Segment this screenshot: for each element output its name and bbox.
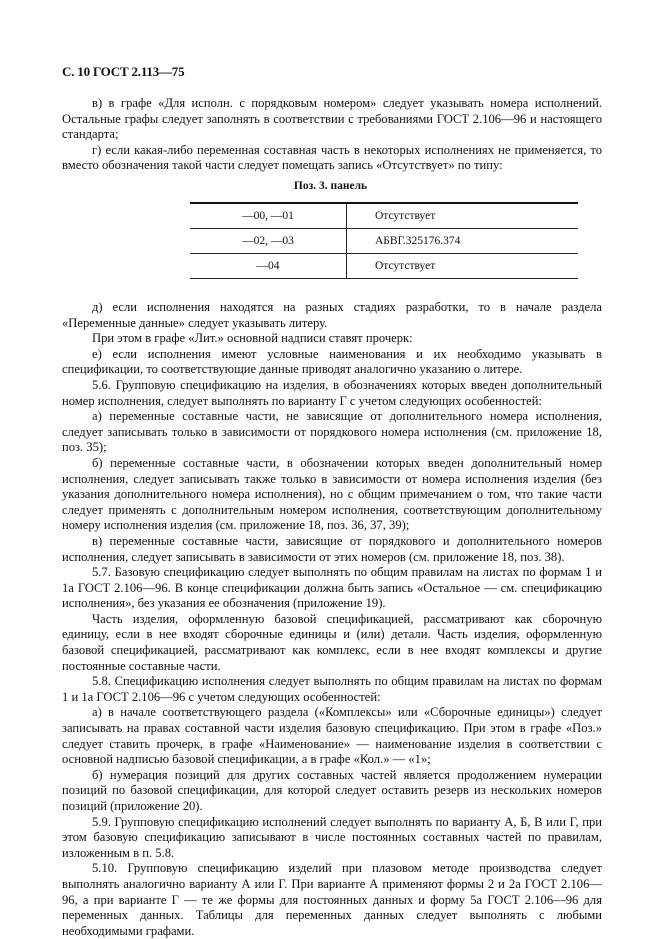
designation-cell: АБВГ.325176.374: [347, 229, 579, 254]
section-5-7-part: Часть изделия, оформленную базовой спецификацией, рассматривают как сборочную единицу, если в нее входят сборочные единицы и (или) детали. Часть изделия, оформленную базовой спецификацией, рассматривают как комплекс, если в нее входят комплексы и другие постоянные составные части.: [62, 611, 602, 673]
designation-cell: Отсутствует: [347, 203, 579, 229]
intro-text: [62, 96, 602, 174]
paragraph-v: в) в графе «Для исполн. с порядковым номером» следует указывать номера исполнений. Остальные графы следует заполнять в соответствии с требованиями ГОСТ 2.106—96 и настоящего стандарта;: [62, 96, 602, 142]
section-5-9: 5.9. Групповую спецификацию исполнений следует выполнять по варианту А, Б, В или Г, при этом базовую спецификацию записывают в числе постоянных составных частей по правилам, изложенным в п. 5.8.: [62, 814, 602, 860]
section-5-8: 5.8. Спецификацию исполнения следует выполнять по общим правилам на листах по формам 1 и 1а ГОСТ 2.106—96 с учетом следующих особенностей:: [62, 674, 602, 704]
table-row: [190, 203, 578, 229]
paragraph-lit: При этом в графе «Лит.» основной надписи ставят прочерк:: [92, 331, 413, 346]
version-cell: —00, —01: [190, 203, 347, 229]
paragraph-e: е) если исполнения имеют условные наименования и их необходимо указывать в спецификации, то соответствующие данные приводят аналогично указанию о литере.: [62, 346, 602, 377]
version-cell: —02, —03: [190, 229, 347, 254]
table-row: [190, 229, 578, 254]
section-5-8-b: б) нумерация позиций для других составных частей является продолжением нумерации позиций по базовой спецификации, для которой следует оставить резерв из нескольких номеров позиций (приложение 20).: [62, 767, 602, 813]
section-5-10: 5.10. Групповую спецификацию изделий при плазовом методе производства следует выполнять аналогично варианту А или Г. При варианте А применяют формы 2 и 2а ГОСТ 2.106—96, а при варианте Г — те же формы для постоянных данных и форму 5а ГОСТ 2.106—96 для переменных данных. Таблицы для переменных данных следует выполнять с любыми необходимыми графами.: [62, 861, 602, 938]
section-5-6: 5.6. Групповую спецификацию на изделия, в обозначениях которых введен дополнительный номер исполнения, следует выполнять по варианту Г с учетом следующих особенностей:: [62, 377, 602, 408]
section-5-6-v: в) переменные составные части, зависящие от порядкового и дополнительного номеров исполнения, следует записывать в зависимости от этих номеров (см. приложение 18, поз. 38).: [62, 533, 602, 564]
body-text: [62, 300, 602, 939]
table-row: [190, 254, 578, 279]
variants-table: [190, 202, 578, 279]
section-5-7: 5.7. Базовую спецификацию следует выполнять по общим правилам на листах по формам 1 и 1а ГОСТ 2.106—96. В конце спецификации должна быть запись «Остальное — см. спецификацию исполнения», без указания ее обозначения (приложение 19).: [62, 565, 602, 611]
designation-cell: Отсутствует: [347, 254, 579, 279]
paragraph-g: г) если какая-либо переменная составная часть в некоторых исполнениях не применяется, то вместо обозначения такой части следует помещать запись «Отсутствует» по типу:: [62, 142, 602, 173]
version-cell: —04: [190, 254, 347, 279]
table-caption: Поз. 3. панель: [293, 180, 368, 192]
page-header: С. 10 ГОСТ 2.113—75: [62, 64, 185, 79]
paragraph-d: д) если исполнения находятся на разных стадиях разработки, то в начале раздела «Переменные данные» следует указывать литеру.: [62, 300, 602, 330]
section-5-6-a: а) переменные составные части, не зависящие от дополнительного номера исполнения, следует записывать только в зависимости от порядкового номера исполнения (см. приложение 18, поз. 35);: [62, 409, 602, 455]
section-5-8-a: а) в начале соответствующего раздела («Комплексы» или «Сборочные единицы») следует записывать на правах составной части изделия базовую спецификацию. При этом в графе «Поз.» следует ставить прочерк, в графе «Наименование» — наименование изделия в соответствии с основной надписью базовой спецификации, а в графе «Кол.» — «1»;: [62, 705, 602, 767]
section-5-6-b: б) переменные составные части, в обозначении которых введен дополнительный номер исполнения, следует записывать также только в зависимости от номера исполнения изделия (без указания дополнительного номера исполнения), но с общим примечанием о том, что такие части следует применять с дополнительным номером исполнения, соответствующим дополнительному номеру исполнения изделия (см. приложение 18, поз. 36, 37, 39);: [62, 455, 602, 533]
